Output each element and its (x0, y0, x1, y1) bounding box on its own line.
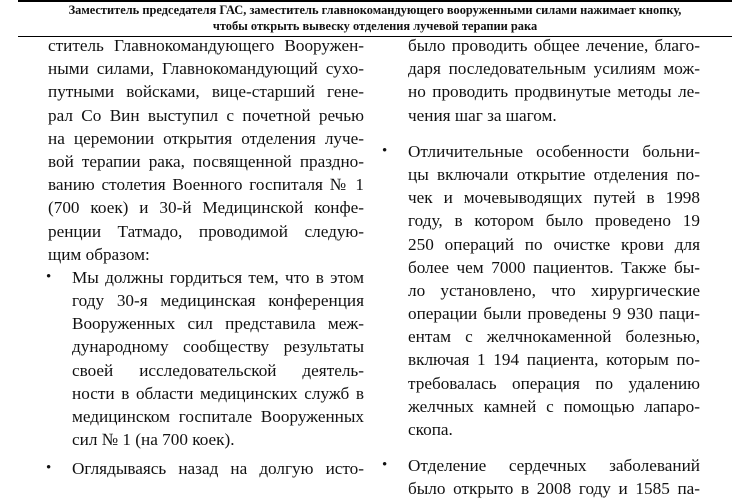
right-bullet-item-1 (382, 140, 700, 441)
text-line: ными силами, Главнокомандующий сухо- (48, 59, 364, 79)
left-intro-paragraph (48, 34, 364, 266)
text-line: более чем 7000 пациентов. Также бы- (408, 257, 700, 277)
text-line: было открыто в 2008 году и 1585 па- (408, 479, 700, 499)
photo-caption (30, 2, 720, 34)
text-line: ентам с желчнокаменной болезнью, (408, 327, 700, 347)
text-line: ло установлено, что хирургические (408, 280, 700, 300)
left-column (48, 34, 364, 481)
text-line: было проводить общее лечение, благо- (408, 36, 700, 55)
text-line: дународному сообществу результаты (72, 337, 364, 357)
text-line: включая 1 194 пациента, которым по- (408, 350, 700, 370)
right-column (382, 34, 700, 501)
text-line: путными войсками, вице-старший гене- (48, 82, 364, 102)
text-line: медицинском госпитале Вооруженных (72, 407, 364, 426)
text-line: ренции Татмадо, проводимой следую- (48, 221, 364, 241)
text-line: но проводить продвинутые методы ле- (408, 82, 700, 102)
text-line: (700 коек) и 30-й Медицинской конфе- (48, 198, 364, 218)
text-line: требовалась операция по удалению (408, 373, 700, 393)
text-line: чек и мочевыводящих путей в 1998 (408, 188, 700, 208)
text-line: операции были проведены 9 930 паци- (408, 304, 700, 324)
caption-line-2: чтобы открыть вывеску отделения лучевой терапии рака (212, 19, 538, 33)
text-line: ванию столетия Военного госпиталя № 1 (48, 175, 364, 195)
bullet-marker: • (382, 457, 388, 474)
text-line: желчных камней с помощью лапаро- (408, 396, 700, 416)
text-line: Мы должны гордиться тем, что в этом (72, 267, 364, 287)
text-line: на церемонии открытия отделения луче- (48, 128, 364, 148)
right-intro-paragraph (408, 34, 700, 127)
text-line: году, в котором было проведено 19 (408, 211, 700, 231)
text-line: ности в области медицинских служб в (72, 383, 364, 403)
text-line: Отличительные особенности больни- (408, 141, 700, 161)
text-line: 250 операций по очистке крови для (408, 234, 700, 254)
text-line: щим образом: (48, 244, 150, 264)
text-line: своей исследовательской деятель- (72, 360, 364, 380)
bullet-marker: • (382, 142, 388, 159)
text-line: вой терапии рака, посвященной праздно- (48, 151, 364, 171)
text-line: году 30-я медицинская конференция (72, 291, 364, 311)
left-bullet-item-2 (46, 457, 364, 480)
left-bullet-item-1 (46, 266, 364, 452)
bullet-marker: • (46, 460, 52, 477)
text-line: цы включали открытие отделения по- (408, 164, 700, 184)
text-line: скопа. (408, 420, 453, 439)
text-line: чения шаг за шагом. (408, 105, 557, 125)
text-line: Вооруженных сил представила меж- (72, 314, 364, 334)
caption-line-1: Заместитель председателя ГАС, заместитель главнокомандующего вооруженными силами нажимает кнопку, (68, 3, 682, 17)
text-line: даря последовательным усилиям мож- (408, 59, 700, 79)
text-line: рал Со Вин выступил с почетной речью (48, 105, 364, 125)
text-line: Отделение сердечных заболеваний (408, 456, 700, 476)
text-line: ститель Главнокомандующего Вооружен- (48, 36, 364, 55)
text-line: Оглядываясь назад на долгую исто- (72, 459, 364, 479)
bullet-marker: • (46, 268, 52, 285)
text-line: сил № 1 (на 700 коек). (72, 430, 235, 450)
right-bullet-item-2 (382, 454, 700, 500)
